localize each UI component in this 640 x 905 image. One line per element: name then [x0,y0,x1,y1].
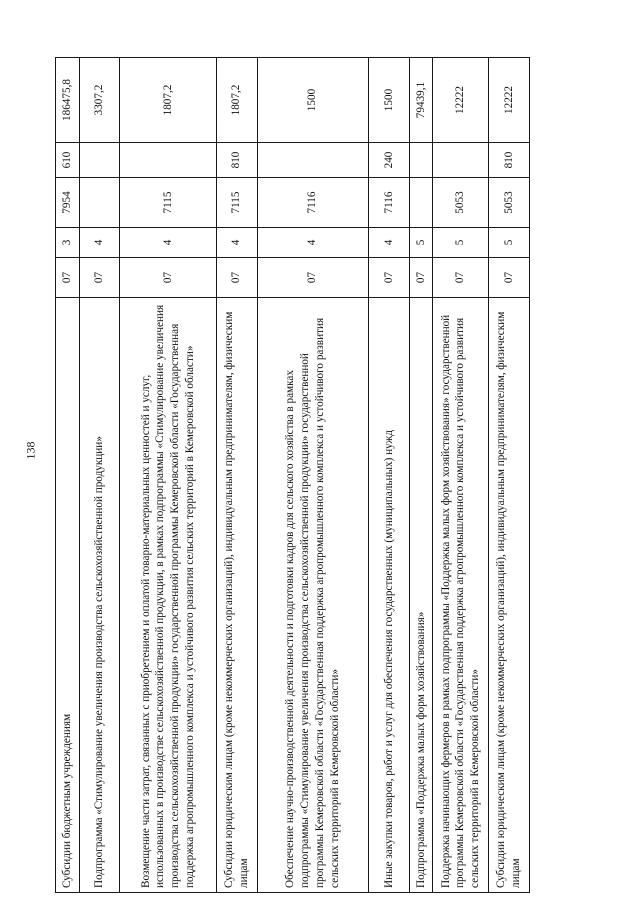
row-subsection: 4 [257,228,369,258]
row-amount: 186475,8 [56,58,80,143]
row-amount: 1500 [257,58,369,143]
row-article: 7116 [369,178,410,228]
row-article: 5053 [489,178,530,228]
row-amount: 1807,2 [120,58,217,143]
row-expense-type: 810 [216,143,257,178]
row-expense-type [409,143,433,178]
table-row [489,58,530,893]
row-name: Возмещение части затрат, связанных с приобретением и оплатой товарно-материальных ценностей и услуг, использованных в производстве сельскохозяйственной продукции, в рамках подпрограммы «Стимулирование увеличения производства сельскохозяйственной продукции» государственной программы Кемеровской области «Государственная поддержка агропромышленного комплекса и устойчивого развития сельских территорий в Кемеровской области» [120,298,217,893]
row-article: 7115 [216,178,257,228]
row-amount: 12222 [489,58,530,143]
row-expense-type [257,143,369,178]
table-row [120,58,217,893]
row-name: Подпрограмма «Стимулирование увеличения производства сельскохозяйственной продукции» [79,298,120,893]
row-section: 07 [257,258,369,298]
row-name: Поддержка начинающих фермеров в рамках подпрограммы «Поддержка малых форм хозяйствования» государственной программы Кемеровской области «Государственная поддержка агропромышленного комплекса и устойчивого развития сельских территорий в Кемеровской области» [433,298,489,893]
budget-table-container [55,58,530,893]
table-row [216,58,257,893]
row-name: Обеспечение научно-производственной деятельности и подготовки кадров для сельского хозяйства в рамках подпрограммы «Стимулирование увеличения производства сельскохозяйственной продукции» государственной программы Кемеровской области «Государственная поддержка агропромышленного комплекса и устойчивого развития сельских территорий в Кемеровской области» [257,298,369,893]
row-section: 07 [409,258,433,298]
row-expense-type [120,143,217,178]
row-section: 07 [216,258,257,298]
row-subsection: 4 [216,228,257,258]
budget-table [55,57,530,893]
table-row [369,58,410,893]
row-subsection: 4 [120,228,217,258]
page-number: 138 [23,441,38,460]
table-row [79,58,120,893]
row-expense-type [433,143,489,178]
table-row [56,58,80,893]
row-expense-type: 810 [489,143,530,178]
row-subsection: 3 [56,228,80,258]
row-section: 07 [56,258,80,298]
row-subsection: 5 [433,228,489,258]
table-row [409,58,433,893]
row-name: Субсидии юридическим лицам (кроме некоммерческих организаций), индивидуальным предпринимателям, физическим лицам [489,298,530,893]
row-name: Субсидии юридическим лицам (кроме некоммерческих организаций), индивидуальным предпринимателям, физическим лицам [216,298,257,893]
row-subsection: 5 [489,228,530,258]
row-article: 7954 [56,178,80,228]
row-section: 07 [369,258,410,298]
row-article [409,178,433,228]
row-section: 07 [79,258,120,298]
row-amount: 1500 [369,58,410,143]
row-section: 07 [120,258,217,298]
row-amount: 79439,1 [409,58,433,143]
row-subsection: 5 [409,228,433,258]
row-name: Субсидии бюджетным учреждениям [56,298,80,893]
row-article [79,178,120,228]
row-subsection: 4 [79,228,120,258]
row-section: 07 [433,258,489,298]
row-expense-type [79,143,120,178]
row-name: Подпрограмма «Поддержка малых форм хозяйствования» [409,298,433,893]
row-expense-type: 240 [369,143,410,178]
row-amount: 3307,2 [79,58,120,143]
row-expense-type: 610 [56,143,80,178]
row-article: 5053 [433,178,489,228]
row-article: 7115 [120,178,217,228]
row-subsection: 4 [369,228,410,258]
table-row [433,58,489,893]
row-amount: 12222 [433,58,489,143]
row-name: Иные закупки товаров, работ и услуг для обеспечения государственных (муниципальных) нужд [369,298,410,893]
table-row [257,58,369,893]
row-section: 07 [489,258,530,298]
row-amount: 1807,2 [216,58,257,143]
row-article: 7116 [257,178,369,228]
